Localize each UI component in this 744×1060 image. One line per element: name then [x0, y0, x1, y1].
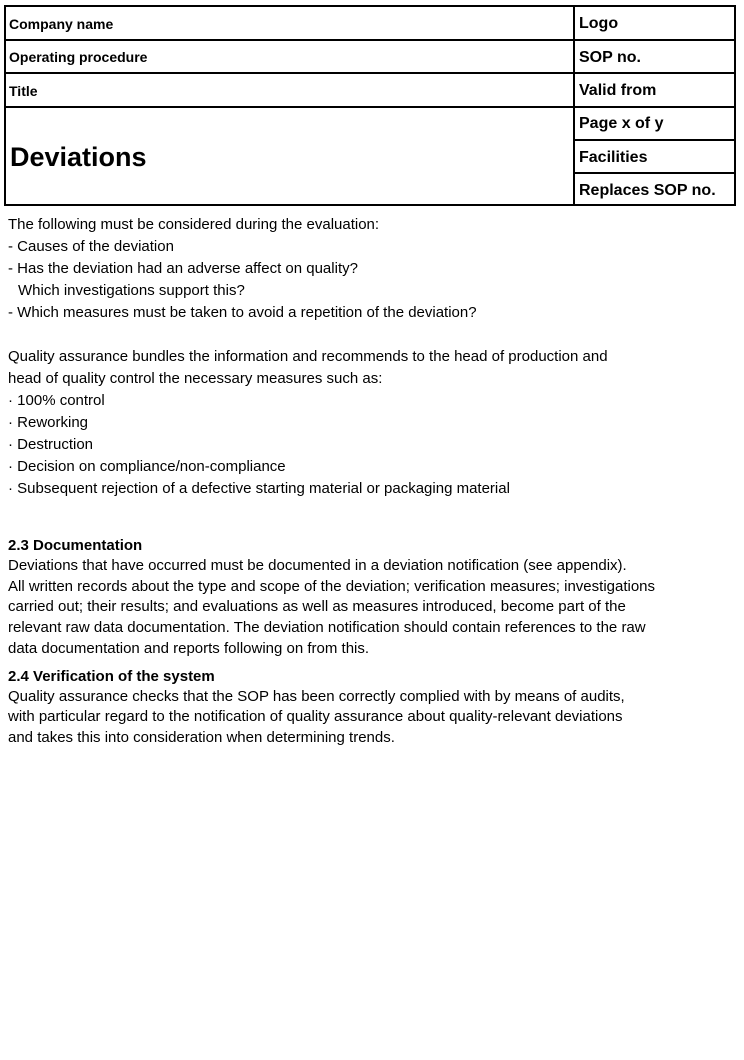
sop-number-label: SOP no.: [579, 49, 641, 66]
operating-procedure-label: Operating procedure: [9, 49, 148, 65]
measures-intro: Quality assurance bundles the information and recommends to the head of production and: [8, 348, 608, 365]
sop-header-table: [4, 5, 736, 206]
header-divider: [575, 39, 736, 41]
list-item: · Reworking: [8, 414, 89, 431]
page-x-of-y-label: Page x of y: [579, 115, 664, 132]
company-name-label: Company name: [9, 16, 114, 32]
evaluation-block: [8, 214, 736, 324]
section-heading: 2.3 Documentation: [8, 537, 143, 554]
header-divider: [575, 72, 736, 74]
header-divider: [575, 106, 736, 108]
measures-block: [8, 346, 736, 500]
header-divider: [6, 106, 573, 108]
header-divider: [575, 172, 736, 174]
title-label: Title: [9, 83, 38, 99]
documentation-section: [8, 536, 736, 660]
document-body: [8, 214, 736, 749]
evaluation-intro: The following must be considered during the evaluation:: [8, 216, 380, 233]
document-title: Deviations: [10, 142, 147, 172]
header-divider: [6, 39, 573, 41]
paragraph-line: All written records about the type and scope of the deviation; verification measures; investigations: [8, 577, 656, 595]
valid-from-label: Valid from: [579, 82, 657, 99]
list-item: - Which measures must be taken to avoid a repetition of the deviation?: [8, 304, 477, 321]
replaces-sop-no-label: Replaces SOP no.: [579, 182, 716, 199]
paragraph-line: Deviations that have occurred must be documented in a deviation notification (see appendix).: [8, 557, 627, 574]
paragraph-line: and takes this into consideration when determining trends.: [8, 728, 395, 746]
measures-intro: head of quality control the necessary measures such as:: [8, 370, 383, 387]
section-heading: 2.4 Verification of the system: [8, 667, 215, 685]
list-item: · Destruction: [8, 436, 94, 453]
facilities-label: Facilities: [579, 149, 648, 166]
list-item: · Subsequent rejection of a defective starting material or packaging material: [8, 480, 510, 497]
list-item: · 100% control: [8, 392, 105, 409]
paragraph-line: with particular regard to the notification of quality assurance about quality-relevant deviations: [8, 708, 623, 726]
list-item: - Has the deviation had an adverse affect on quality?: [8, 260, 358, 277]
list-item: · Decision on compliance/non-compliance: [8, 458, 286, 475]
logo-placeholder: Logo: [579, 15, 619, 32]
paragraph-line: data documentation and reports following on from this.: [8, 639, 370, 657]
verification-section: [8, 667, 736, 749]
paragraph-line: Quality assurance checks that the SOP has been correctly complied with by means of audits,: [8, 687, 625, 705]
paragraph-line: carried out; their results; and evaluations as well as measures introduced, become part of the: [8, 598, 626, 616]
header-divider: [6, 72, 573, 74]
paragraph-line: relevant raw data documentation. The deviation notification should contain references to the raw: [8, 619, 646, 637]
list-item: - Causes of the deviation: [8, 238, 174, 255]
list-item: Which investigations support this?: [18, 282, 245, 299]
header-divider: [575, 139, 736, 141]
